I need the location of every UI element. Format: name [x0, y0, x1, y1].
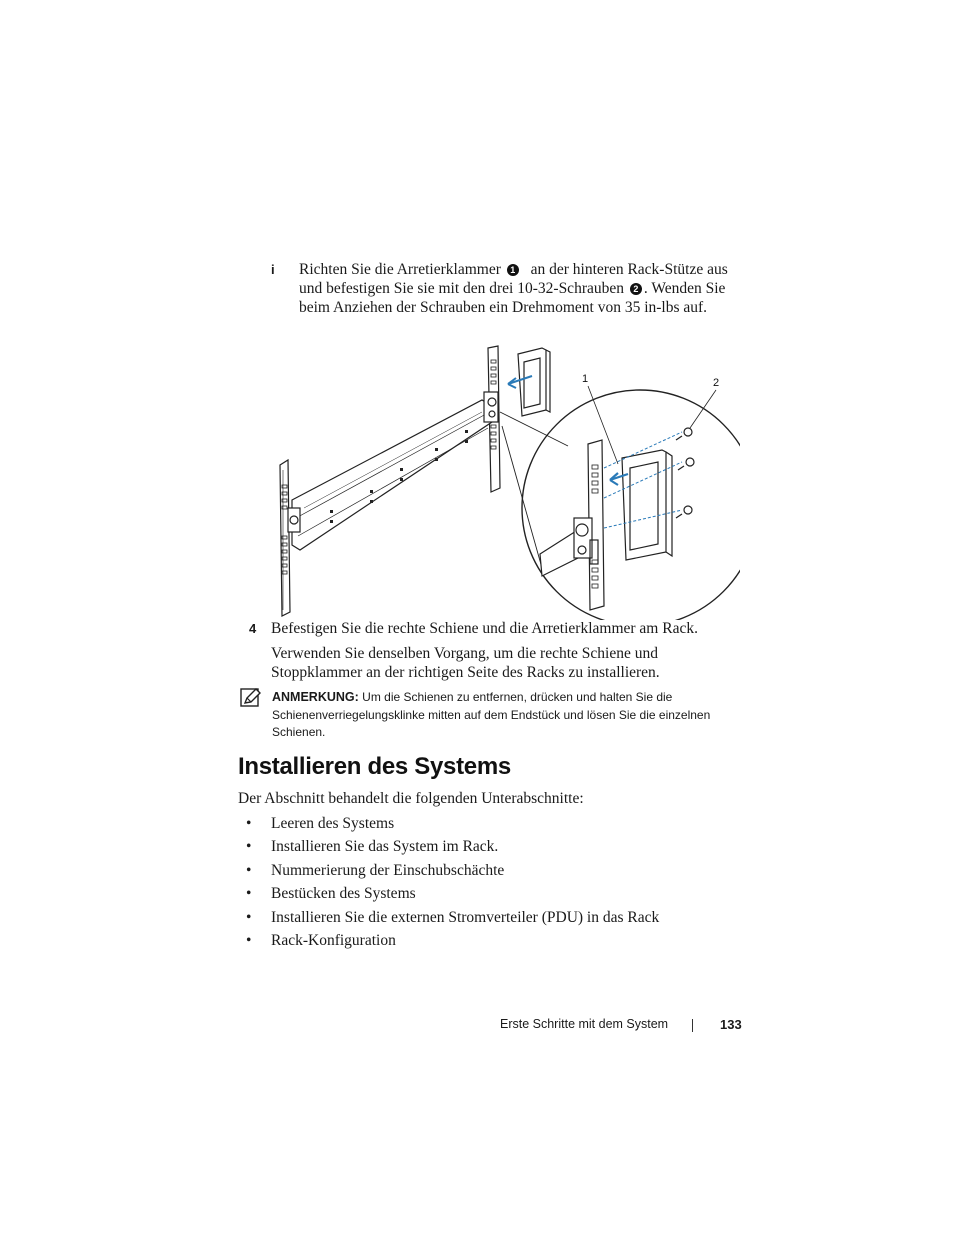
bullet-glyph: • — [246, 931, 252, 949]
list-item-text: Installieren Sie das System im Rack. — [271, 838, 499, 856]
note-block — [272, 689, 752, 742]
list-item-text: Bestücken des Systems — [271, 885, 416, 903]
bullet-glyph: • — [246, 885, 252, 903]
step-i-text — [299, 260, 749, 317]
note-pencil-icon — [240, 688, 262, 708]
bullet-glyph: • — [246, 838, 252, 856]
list-item — [238, 884, 758, 907]
figure-label-1: 1 — [582, 373, 589, 385]
step-4-paragraph — [271, 644, 741, 682]
step-i-line2b: . Wenden Sie — [643, 280, 726, 297]
list-item — [238, 837, 758, 860]
list-item-text: Nummerierung der Einschubschächte — [271, 861, 505, 879]
step-4-para-line1: Verwenden Sie denselben Vorgang, um die rechte Schiene und — [271, 645, 658, 662]
bullet-glyph: • — [246, 908, 252, 926]
note-line1: Um die Schienen zu entfernen, drücken und halten Sie die — [362, 690, 673, 704]
list-item — [238, 861, 758, 884]
footer-chapter: Erste Schritte mit dem System — [500, 1017, 669, 1031]
list-item-text: Leeren des Systems — [271, 815, 395, 832]
subsection-list — [238, 814, 758, 954]
step-i-marker: i — [271, 262, 275, 277]
list-item — [238, 908, 758, 931]
list-item — [238, 814, 758, 837]
section-heading: Installieren des Systems — [238, 753, 511, 780]
step-i-line2a: und befestigen Sie sie mit den drei 10-32-Schrauben — [299, 280, 624, 297]
step-4-para-line2: Stoppklammer an der richtigen Seite des Racks zu installieren. — [271, 664, 660, 681]
figure-label-2: 2 — [713, 377, 720, 389]
note-label: ANMERKUNG: — [272, 690, 359, 704]
section-intro: Der Abschnitt behandelt die folgenden Unterabschnitte: — [238, 790, 584, 807]
callout-1-icon: 1 — [507, 264, 519, 276]
list-item-text: Rack-Konfiguration — [271, 931, 396, 949]
footer-separator — [692, 1019, 693, 1032]
list-item — [238, 931, 758, 954]
step-4-text: Befestigen Sie die rechte Schiene und die Arretierklammer am Rack. — [271, 620, 698, 637]
rack-rail-illustration — [270, 340, 740, 620]
step-i-line3: beim Anziehen der Schrauben ein Drehmoment von 35 in-lbs auf. — [299, 299, 708, 316]
bullet-glyph: • — [246, 861, 252, 879]
note-line2: Schienenverriegelungsklinke mitten auf dem Endstück und lösen Sie die einzelnen — [272, 707, 711, 722]
step-i-line1b: an der hinteren Rack-Stütze aus — [530, 261, 728, 278]
step-i-line1a: Richten Sie die Arretierklammer — [299, 261, 501, 278]
step-4-marker: 4 — [249, 621, 257, 636]
list-item-text: Installieren Sie die externen Stromverteiler (PDU) in das Rack — [271, 908, 660, 926]
callout-2-icon: 2 — [630, 283, 642, 295]
note-line3: Schienen. — [272, 725, 326, 739]
bullet-glyph: • — [246, 815, 252, 832]
page-number: 133 — [720, 1017, 742, 1032]
